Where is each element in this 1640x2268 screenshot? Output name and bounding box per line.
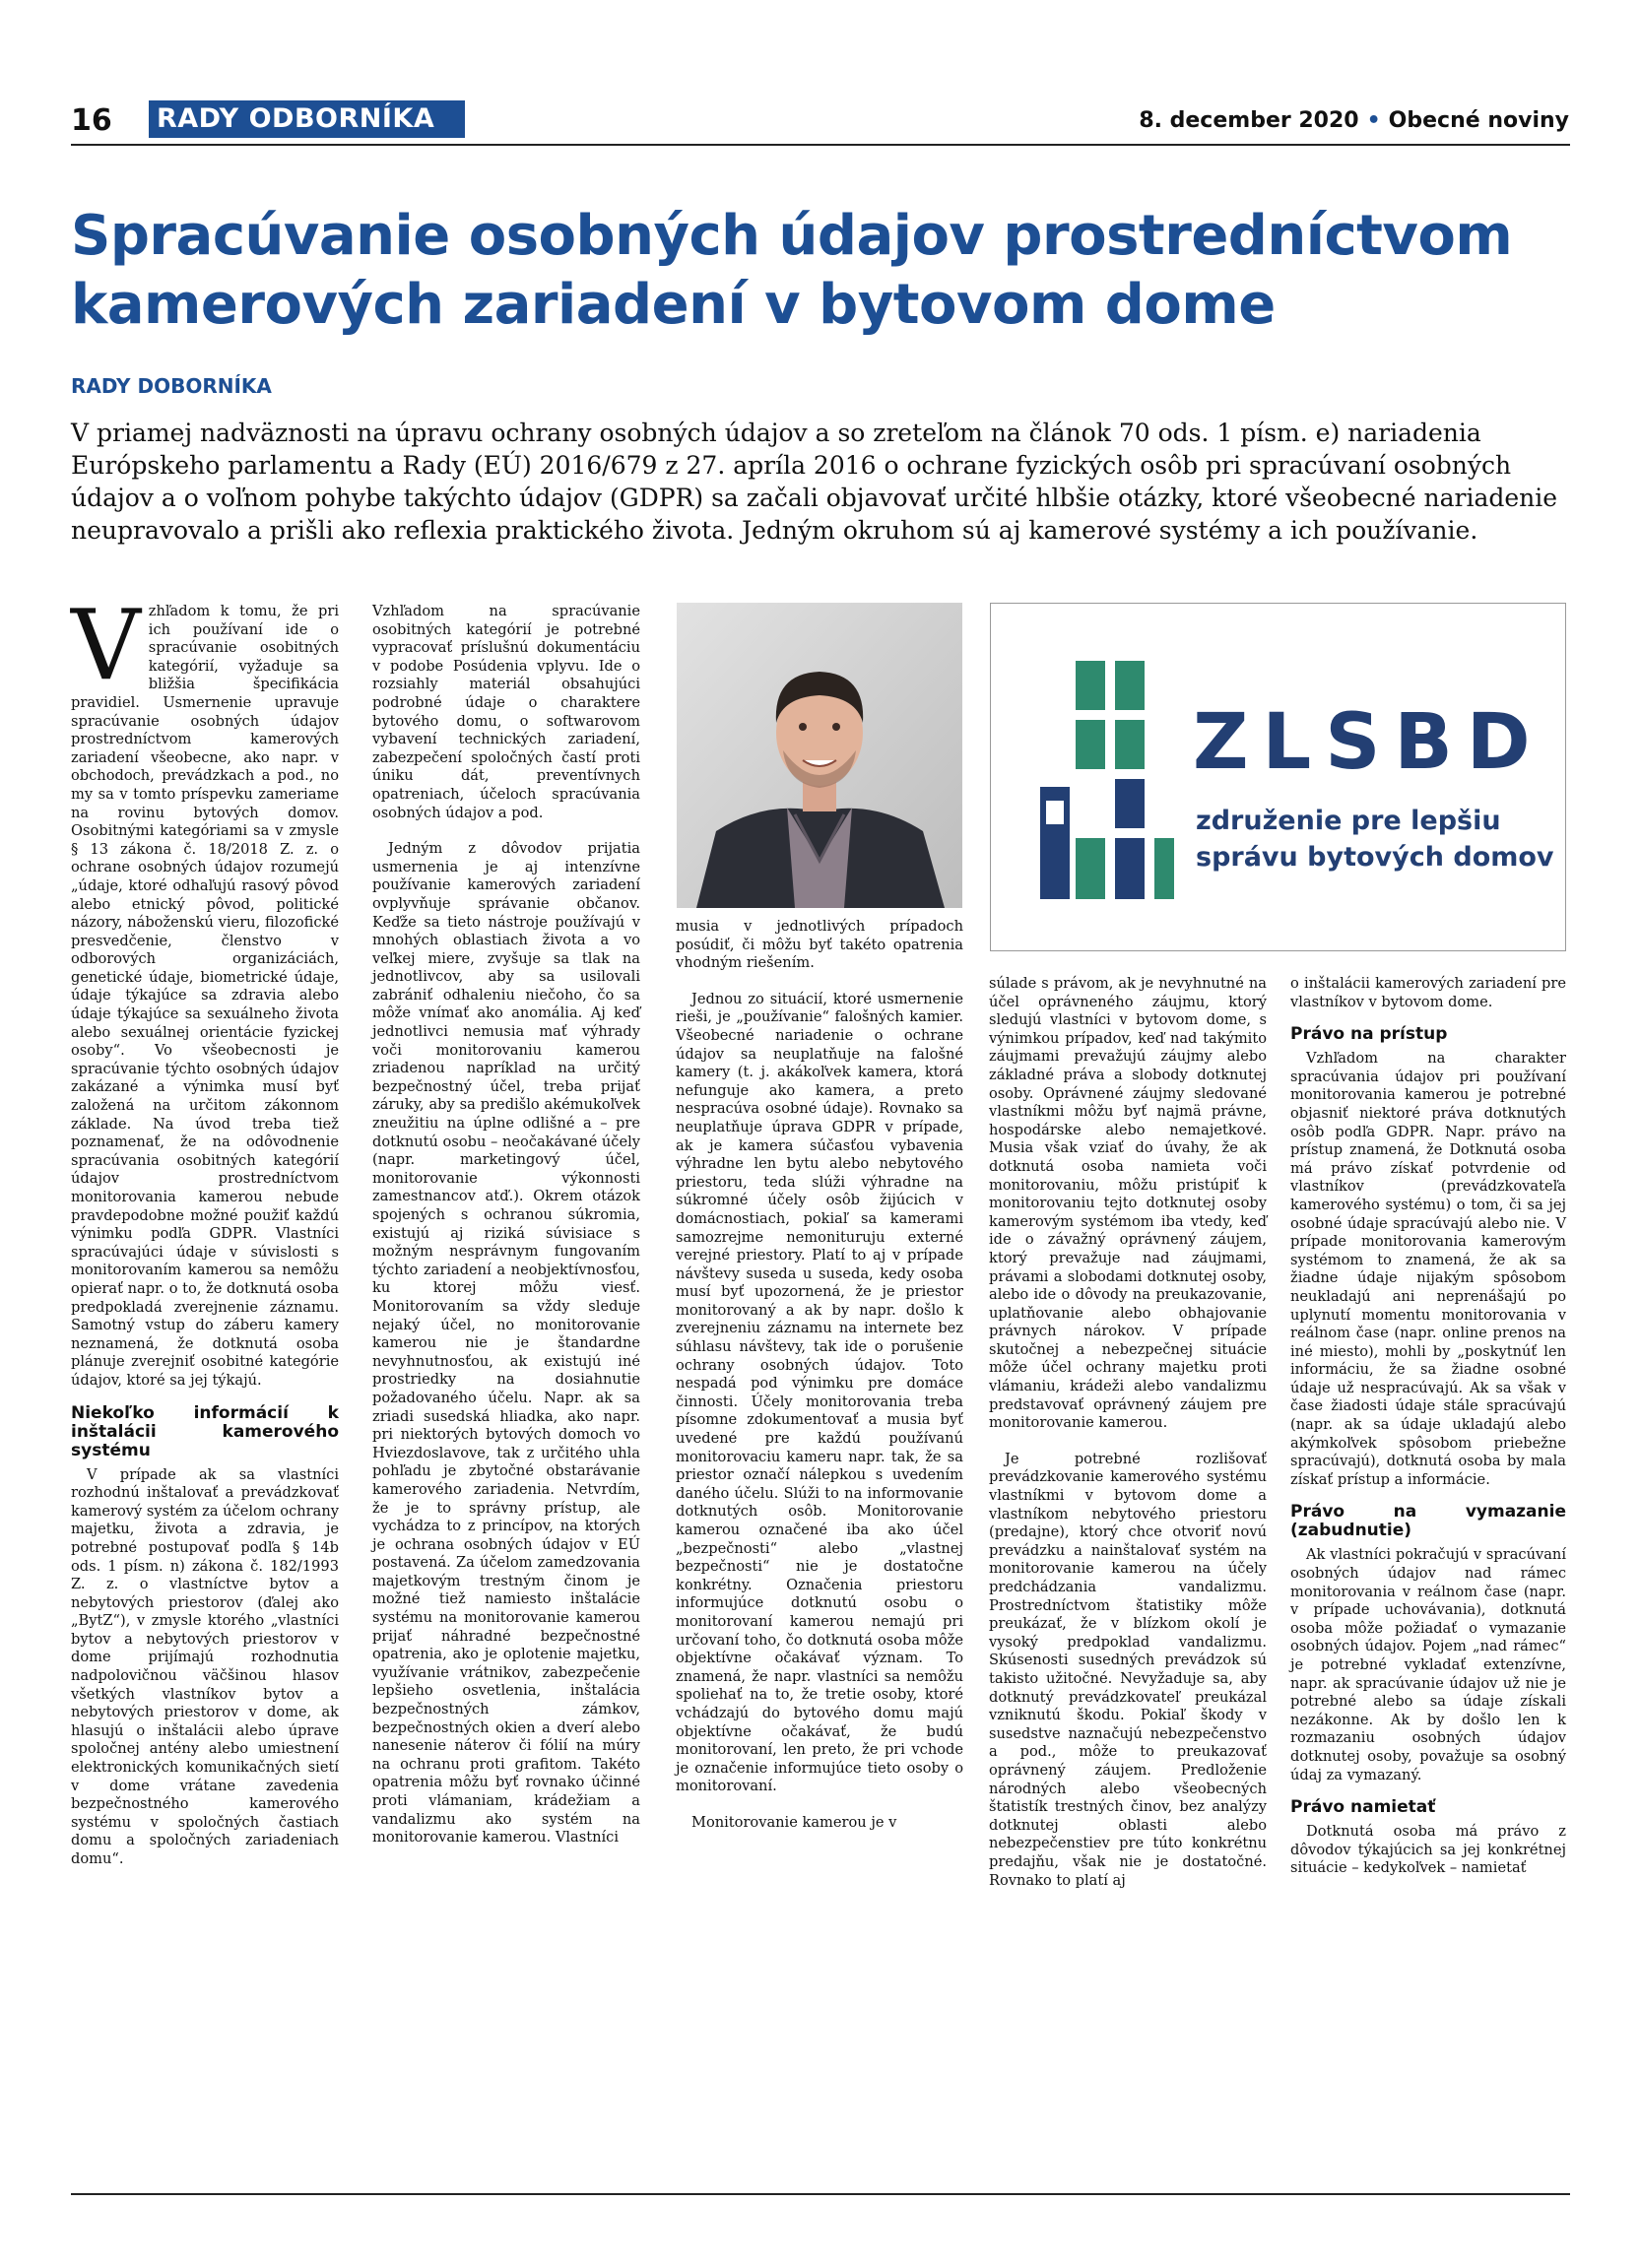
paragraph: V prípade ak sa vlastníci rozhodnú inštalovať a prevádzkovať kamerový systém za účelom ochrany majetku, života a zdravia, je potrebné postupovať podľa § 14b ods. 1 písm. n) zákona č. 182/1993 Z. z. o vlastníctve bytov a nebytových priestorov (ďalej ako „BytZ“), v zmysle ktorého „vlastníci bytov a nebytových priestorov v dome prijímajú rozhodnutia nadpolovičnou väčšinou hlasov všetkých vlastníkov bytov a nebytových priestorov v dome, ak hlasujú o inštalácii alebo úprave spoločnej antény alebo umiestnení elektronických komunikačných sietí v dome vrátane zavedenia bezpečnostného kamerového systému v spoločných častiach domu a spoločných zariadeniach domu“. [71, 1465, 339, 1867]
article-byline: RADY DOBORNÍKA [71, 374, 272, 398]
paragraph: súlade s právom, ak je nevyhnutné na účel oprávneného záujmu, ktorý sledujú vlastníci v bytovom dome, s výnimkou prípadov, keď nad takýmito záujmami prevažujú záujmy alebo základné práva a slobody dotknutej osoby. Oprávnené záujmy sledované vlastníkmi môžu byť najmä právne, hospodárske alebo nemajetkové. Musia však vziať do úvahy, že ak dotknutá osoba namieta voči monitorovaniu, môžu pristúpiť k monitorovaniu tejto dotknutej osoby kamerovým systémom iba vtedy, keď ide o závažný oprávnený záujem, ktorý prevažuje nad záujmami, právami a slobodami dotknutej osoby, alebo ide o dôvody na preukazovanie, uplatňovanie alebo obhajovanie právnych nárokov. V prípade skutočnej a nebezpečnej situácie môže účel ochrany majetku proti vlámaniu, krádeži alebo vandalizmu predstavovať oprávnený záujem pre monitorovanie kamerou. [989, 975, 1267, 1432]
page-number: 16 [71, 103, 112, 138]
paragraph: Dotknutá osoba má právo z dôvodov týkajúcich sa jej konkrétnej situácie – kedykoľvek – namietať [1290, 1823, 1566, 1877]
paragraph: o inštalácii kamerových zariadení pre vlastníkov v bytovom dome. [1290, 975, 1566, 1010]
header-meta [1139, 108, 1569, 133]
paragraph-text: zhľadom k tomu, že pri ich používaní ide o spracúvanie osobitných kategórií, vyžaduje sa bližšia špecifikácia pravidiel. Usmernenie upravuje spracúvanie osobných údajov prostredníctvom kamerových zariadení všeobecne, ako napr. v obchodoch, prevádzkach a pod., no my sa v tomto príspevku zameriame na rovinu bytových domov. Osobitnými kategóriami sa v zmysle § 13 zákona č. 18/2018 Z. z. o ochrane osobných údajov rozumejú „údaje, ktoré odhaľujú rasový pôvod alebo etnický pôvod, politické názory, náboženskú vieru, filozofické presvedčenie, členstvo v odborových organizáciách, genetické údaje, biometrické údaje, údaje týkajúce sa zdravia alebo údaje týkajúce sa sexuálneho života alebo sexuálnej orientácie fyzickej osoby“. Vo všeobecnosti je spracúvanie týchto osobných údajov zakázané a výnimka musí byť založená na určitom zákonnom základe. Na úvod treba tiež poznamenať, že na odôvodnenie spracúvania osobitných kategórií údajov prostredníctvom monitorovania kamerou nebude pravdepodobne možné použiť každú výnimku podľa GDPR. Vlastníci spracúvajúci údaje v súvislosti s monitorovaním kamerou sa nemôžu opierať napr. o to, že dotknutá osoba predpokladá zverejnenie záznamu. Samotný vstup do záberu kamery neznamená, že dotknutá osoba plánuje zverejniť osobitné kategórie údajov, ktoré sa jej týkajú. [71, 603, 339, 1389]
subheading: Právo na vymazanie (zabudnutie) [1290, 1502, 1566, 1541]
paragraph: Je potrebné rozlišovať prevádzkovanie kamerového systému vlastníkmi v bytovom dome a vlastníkom nebytového priestoru (predajne), ktorý chce otvoriť novú prevádzku a nainštalovať systém na monitorovanie kamerou na účely predchádzania vandalizmu. Prostredníctvom štatistiky môže preukázať, že v blízkom okolí je vysoký predpoklad vandalizmu. Skúsenosti susedných prevádzok sú takisto užitočné. Nevyžaduje sa, aby dotknutý prevádzkovateľ preukázal vzniknutú škodu. Pokiaľ škody v susedstve naznačujú nebezpečenstvo a pod., môže to preukazovať oprávnený záujem. Predloženie národných alebo všeobecných štatistík trestných činov, bez analýzy dotknutej oblasti alebo nebezpečenstiev pre túto konkrétnu predajňu, však nie je dostatočné. Rovnako to platí aj [989, 1450, 1267, 1889]
article-column-5 [1290, 975, 1566, 1878]
article-lead: V priamej nadväznosti na úpravu ochrany osobných údajov a so zreteľom na článok 70 ods. 1 písm. e) nariadenia Európskeho parlamentu a Rady (EÚ) 2016/679 z 27. apríla 2016 o ochrane fyzických osôb pri spracúvaní osobných údajov a o voľnom pohybe takýchto údajov (GDPR) sa začali objavovať určité hlbšie otázky, ktoré všeobecné nariadenie neupravovalo a prišli ako reflexia praktického života. Jedným okruhom sú aj kamerové systémy a ich používanie. [71, 419, 1558, 545]
paragraph: Vzhľadom na spracúvanie osobitných kategórií je potrebné vypracovať príslušnú dokumentáciu v podobe Posúdenia vplyvu. Ide o rozsiahly materiál obsahujúci podrobné údaje o charaktere bytového domu, o softwarovom vybavení technických zariadení, zabezpečení spoločných častí proti úniku dát, preventívnych opatreniach, účeloch spracúvania osobných údajov a pod. [372, 603, 640, 821]
drop-cap: V [71, 590, 141, 702]
logo-subtitle-line-1: združenie pre lepšiu [1196, 806, 1501, 836]
paragraph: Vzhľadom na charakter spracúvania údajov pri používaní monitorovania kamerou je potrebné objasniť niektoré práva dotknutých osôb podľa GDPR. Napr. právo na prístup znamená, že Dotknutá osoba má právo získať potvrdenie od vlastníkov (prevádzkovateľa kamerového systému) o tom, či sa jej osobné údaje spracúvajú alebo nie. V prípade monitorovania kamerovým systémom to znamená, že ak sa žiadne údaje nijakým spôsobom neukladajú ani neprenášajú po uplynutí momentu monitorovania v reálnom čase (napr. online prenos na iné miesto), mohli by „poskytnúť len informáciu, že sa žiadne osobné údaje už nespracúvajú. Ak sa však v čase žiadosti údaje stále spracúvajú (napr. ak sa údaje ukladajú alebo akýmkoľvek spôsobom priebežne spracúvajú), dotknutá osoba by mala získať prístup a informácie. [1290, 1050, 1566, 1488]
article-column-4 [989, 975, 1267, 1890]
subheading: Právo na prístup [1290, 1024, 1448, 1045]
person-portrait-image [677, 603, 962, 908]
paragraph: Ak vlastníci pokračujú v spracúvaní osobných údajov nad rámec monitorovania v reálnom čase (napr. v prípade uchovávania), dotknutá osoba môže požiadať o vymazanie osobných údajov. Pojem „nad rámec“ je potrebné vykladať extenzívne, napr. ak spracúvanie údajov už nie je potrebné alebo sa údaje získali nezákonne. Ak by došlo len k rozmazaniu osobných údajov dotknutej osoby, považuje sa osobný údaj za vymazaný. [1290, 1546, 1566, 1783]
article-headline: Spracúvanie osobných údajov prostredníctvom kamerových zariadení v bytovom dome [71, 204, 1513, 337]
paragraph [71, 590, 339, 1391]
bottom-rule [71, 2193, 1570, 2195]
section-label: RADY ODBORNÍKA [149, 100, 465, 138]
issue-date: 8. december 2020 [1139, 108, 1359, 133]
header-rule [71, 144, 1570, 146]
zlsbd-logo-box [990, 603, 1566, 951]
paragraph: Jedným z dôvodov prijatia usmernenia je aj intenzívne používanie kamerových zariadení ovplyvňuje správanie občanov. Keďže sa tieto nástroje používajú v mnohých oblastiach života a vo veľkej miere, zvyšuje sa tlak na jednotlivcov, aby sa usilovali zabrániť odhaleniu niečoho, čo sa môže vnímať ako anomália. Aj keď jednotlivci nemusia mať výhrady voči monitorovaniu kamerou zriadenou napríklad na určitý bezpečnostný účel, treba prijať záruky, aby sa predišlo akémukoľvek zneužitiu na úplne odlišné a – pre dotknutú osobu – neočakávané účely (napr. marketingový účel, monitorovanie výkonnosti zamestnancov atď.). Okrem otázok spojených s ochranou súkromia, existujú aj riziká súvisiace s možným nesprávnym fungovaním týchto zariadení a neobjektívnosťou, ku ktorej môžu viesť. Monitorovaním sa vždy sleduje nejaký účel, no monitorovanie kamerou nie je štandardne nevyhnutnosťou, ak existujú iné prostriedky na dosiahnutie požadovaného účelu. Napr. ak sa zriadi susedská hliadka, ako napr. pri niektorých bytových domoch vo Hviezdoslavove, tak z určitého uhla pohľadu je zbytočné obstarávanie kamerového zariadenia. Netvrdím, že je to správny prístup, ale vychádza to z princípov, na ktorých je ochrana osobných údajov v EÚ postavená. Za účelom zamedzovania majetkovým trestným činom je možné tiež namiesto inštalácie systému na monitorovanie kamerou prijať náhradné bezpečnostné opatrenia, ako je oplotenie majetku, využívanie vrátnikov, zabezpečenie lepšieho osvetlenia, inštalácia bezpečnostných zámkov, bezpečnostných okien a dverí alebo nanesenie náterov či fólií na múry na ochranu proti grafitom. Takéto opatrenia môžu byť rovnako účinné proti vlámaniam, krádežiam a vandalizmu ako systém na monitorovanie kamerou. Vlastníci [372, 840, 640, 1847]
author-photo [677, 603, 962, 908]
subheading: Niekoľko informácií k inštalácii kamerového systému [71, 1402, 339, 1460]
subheading: Právo namietať [1290, 1797, 1436, 1818]
paragraph: musia v jednotlivých prípadoch posúdiť, či môžu byť takéto opatrenia vhodným riešením. [676, 918, 963, 972]
article-column-1 [71, 590, 339, 1869]
separator-dot: • [1366, 108, 1381, 133]
logo-subtitle-line-2: správu bytových domov [1196, 842, 1554, 873]
article-column-2 [372, 603, 640, 1847]
logo-title: ZLSBD [1193, 698, 1544, 787]
paragraph: Monitorovanie kamerou je v [691, 1813, 897, 1831]
article-column-3 [676, 918, 963, 1833]
publication-name: Obecné noviny [1388, 108, 1569, 133]
paragraph: Jednou zo situácií, ktoré usmernenie rieši, je „používanie“ falošných kamier. Všeobecné nariadenie o ochrane údajov sa neuplatňuje na falošné kamery (t. j. akákoľvek kamera, ktorá nefunguje ako kamera, a preto nespracúva osobné údaje). Rovnako sa neuplatňuje úprava GDPR v prípade, ak je kamera súčasťou vybavenia výhradne len bytu alebo nebytového priestoru, teda slúži výhradne na súkromné účely osôb žijúcich v domácnostiach, pokiaľ sa kamerami samozrejme nemonituruju externé verejné priestory. Platí to aj v prípade návštevy suseda u suseda, kedy osoba musí byť upozornená, že je priestor monitorovaný a ak by napr. došlo k zverejneniu záznamu na internete bez súhlasu návštevy, tak ide o porušenie ochrany osobných údajov. Toto nespadá pod výnimku pre domáce činnosti. Účely monitorovania treba písomne zdokumentovať a musia byť uvedené pre každú používanú monitorovaciu kameru napr. tak, že sa priestor označí nálepkou s uvedením daného účelu. Slúži to na informovanie dotknutých osôb. Monitorovanie kamerou označené iba ako účel „bezpečnosti“ alebo „vlastnej bezpečnosti“ nie je dostatočne konkrétny. Označenia priestoru informujúce dotknutú osobu o monitorovaní kamerou nemajú pri určovaní toho, čo dotknutá osoba môže objektívne očakávať význam. To znamená, že napr. vlastníci sa nemôžu spoliehať na to, že tretie osoby, ktoré vchádzajú do bytového domu majú objektívne očakávať, že budú monitorovaní, len preto, že pri vchode je označenie informujúce tieto osoby o monitorovaní. [676, 990, 963, 1795]
building-logo-icon [1030, 641, 1178, 917]
